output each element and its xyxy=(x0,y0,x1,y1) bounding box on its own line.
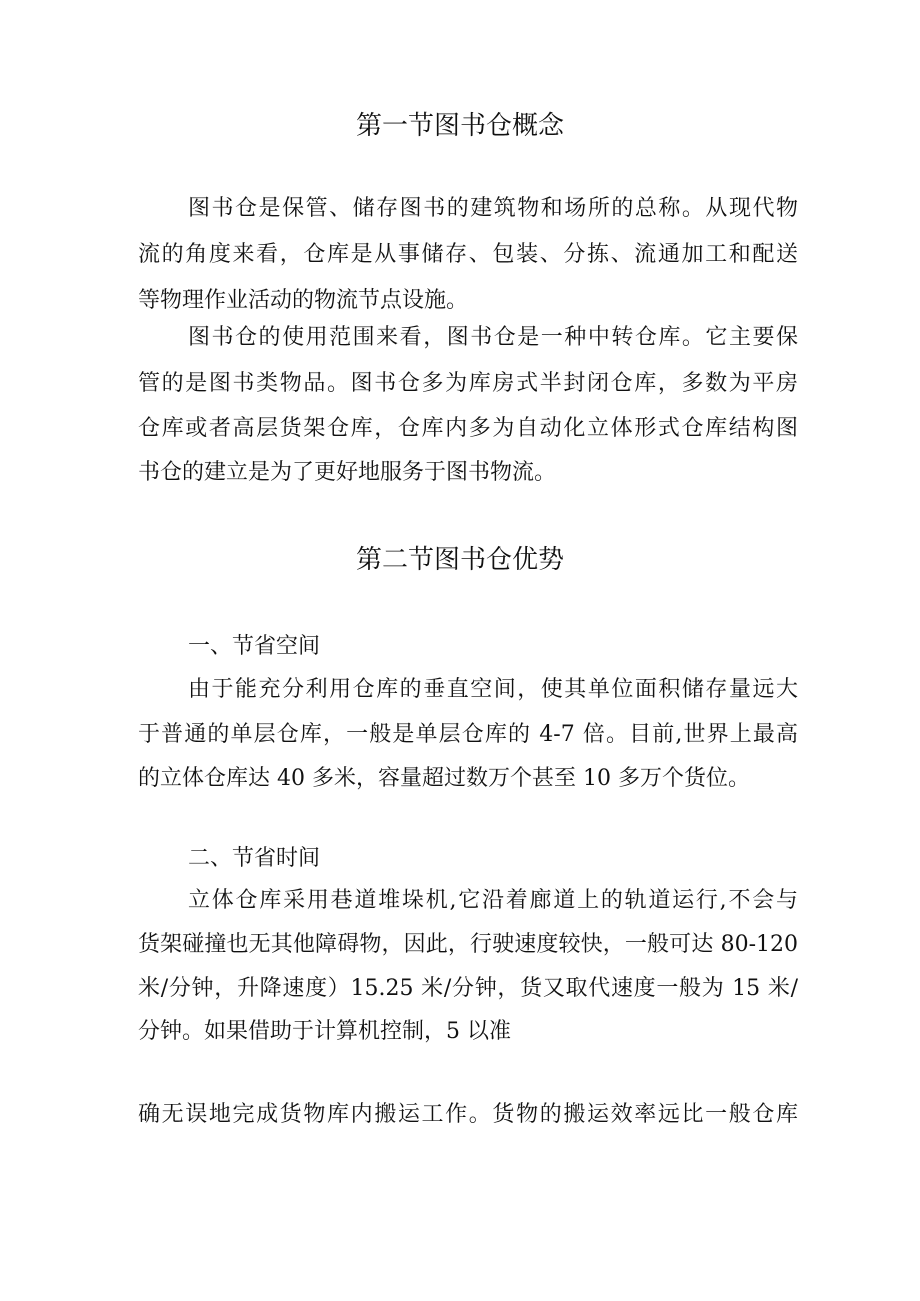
section1-p2-line: 图书仓的使用范围来看，图书仓是一种中转仓库。它主要保 xyxy=(188,325,798,350)
section2-title: 第二节图书仓优势 xyxy=(355,545,564,575)
subsection2-line: 货架碰撞也无其他障碍物，因此，行驶速度较快，一般可达 80-120 xyxy=(138,932,798,957)
subsection2-line: 分钟。如果借助于计算机控制，5 以准 xyxy=(138,1019,511,1044)
subsection1-heading: 一、节省空间 xyxy=(188,634,321,659)
subsection2-line: 立体仓库采用巷道堆垛机,它沿着廊道上的轨道运行,不会与 xyxy=(188,888,798,913)
section1-p2-line: 管的是图书类物品。图书仓多为库房式半封闭仓库，多数为平房 xyxy=(138,371,798,396)
continuation-line: 确无误地完成货物库内搬运工作。货物的搬运效率远比一般仓库 xyxy=(138,1102,798,1127)
subsection1-line: 于普通的单层仓库，一般是单层仓库的 4-7 倍。目前,世界上最高 xyxy=(138,722,798,747)
section1-p1-line: 等物理作业活动的物流节点设施。 xyxy=(138,288,469,313)
subsection2-line: 米/分钟，升降速度）15.25 米/分钟，货又取代速度一般为 15 米/ xyxy=(138,976,798,1001)
section1-p1-line: 图书仓是保管、储存图书的建筑物和场所的总称。从现代物 xyxy=(188,196,798,221)
subsection2-heading: 二、节省时间 xyxy=(188,846,321,871)
section1-title: 第一节图书仓概念 xyxy=(355,111,564,141)
subsection1-line: 的立体仓库达 40 多米，容量超过数万个甚至 10 多万个货位。 xyxy=(138,766,750,791)
section1-p2-line: 仓库或者高层货架仓库，仓库内多为自动化立体形式仓库结构图 xyxy=(138,416,798,441)
section1-p2-line: 书仓的建立是为了更好地服务于图书物流。 xyxy=(138,460,557,485)
section1-p1-line: 流的角度来看，仓库是从事储存、包装、分拣、流通加工和配送 xyxy=(138,242,798,267)
subsection1-line: 由于能充分利用仓库的垂直空间，使其单位面积储存量远大 xyxy=(188,677,798,702)
